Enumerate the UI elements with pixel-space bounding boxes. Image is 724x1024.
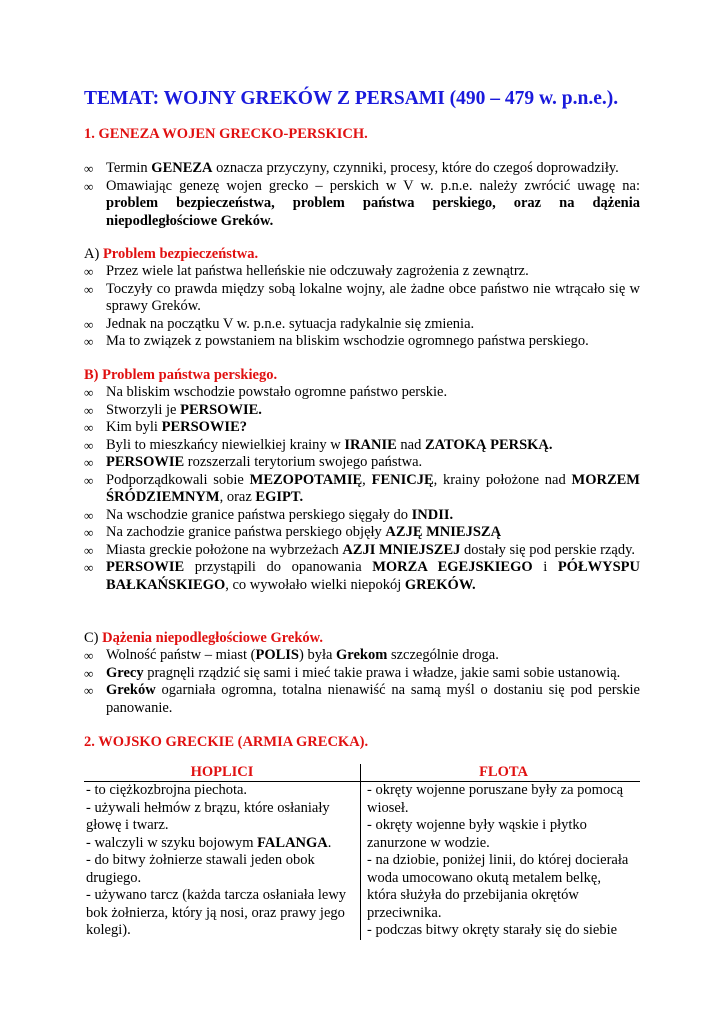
army-table-header-row	[84, 764, 640, 782]
bullet-icon: ∞	[84, 385, 94, 400]
table-text-run: - okręty wojenne poruszane były za pomocą	[367, 782, 624, 798]
bullet-text-run: nad	[396, 436, 425, 453]
table-text-run: - podczas bitwy okręty starały się do siebie	[367, 922, 618, 938]
bullet-text-run: Kim byli	[106, 419, 162, 435]
bullet-text-run: Grecy	[106, 664, 144, 681]
bullet-text-run: Greków	[106, 682, 156, 698]
table-text-run: zanurzone w wodzie.	[367, 834, 490, 851]
section2-heading: 2. WOJSKO GRECKIE (ARMIA GRECKA).	[84, 734, 369, 750]
bullet-text-run: , co wywołało wielki niepokój	[225, 576, 405, 593]
bullet-item	[84, 263, 640, 281]
bullet-item	[84, 507, 640, 525]
bullet-icon: ∞	[84, 264, 94, 279]
table-text-run: głowę i twarz.	[86, 817, 169, 833]
bullet-item	[84, 333, 640, 351]
bullet-icon: ∞	[84, 560, 94, 575]
bullet-item	[84, 524, 640, 542]
table-line	[367, 870, 636, 888]
table-line	[367, 782, 636, 800]
bullet-item	[84, 178, 640, 231]
bullet-icon: ∞	[84, 507, 94, 523]
bullet-text-run: Na bliskim wschodzie powstało ogromne państwo perskie.	[106, 384, 448, 400]
bullet-icon: ∞	[84, 334, 94, 349]
table-text-run: która służyła do przebijania okrętów	[367, 887, 579, 903]
hoplici-header: HOPLICI	[84, 764, 361, 782]
bullet-text-run: EGIPT.	[255, 489, 304, 505]
bullet-text-run: Na zachodzie granice państwa perskiego objęły	[106, 524, 386, 540]
bullet-text-run: Na wschodzie granice państwa perskiego sięgały do	[106, 506, 412, 523]
bullet-icon: ∞	[84, 683, 94, 698]
table-text-run: drugiego.	[86, 869, 142, 886]
table-line	[86, 835, 356, 853]
bullet-item	[84, 472, 640, 507]
bullet-icon: ∞	[84, 420, 94, 435]
table-line	[86, 782, 356, 800]
page-title: TEMAT: WOJNY GREKÓW Z PERSAMI (490 – 479 w. p.n.e.).	[84, 88, 619, 109]
table-line	[86, 817, 356, 835]
bullet-text-run: PÓŁWYSPU BAŁKAŃSKIEGO	[106, 559, 640, 593]
table-text-run: .	[327, 834, 332, 851]
bullet-text-run: PERSOWIE?	[161, 419, 248, 435]
bullet-icon: ∞	[84, 665, 94, 681]
sectionB-heading	[84, 367, 277, 384]
sectionA-heading	[84, 246, 258, 263]
bullet-item	[84, 419, 640, 437]
table-line	[86, 852, 356, 870]
table-line	[86, 800, 356, 818]
table-text-run: - używali hełmów z brązu, które osłaniały	[86, 799, 330, 816]
bullet-item	[84, 559, 640, 594]
table-line	[367, 852, 636, 870]
bullet-icon: ∞	[84, 648, 94, 663]
sectionB-prefix: B)	[84, 367, 103, 383]
sectionB-title: Problem państwa perskiego.	[102, 367, 278, 383]
bullet-item	[84, 160, 640, 178]
table-text-run: - do bitwy żołnierze stawali jeden obok	[86, 852, 315, 868]
bullet-text-run: Podporządkowali sobie	[106, 471, 250, 488]
bullet-item	[84, 316, 640, 334]
bullet-item	[84, 665, 640, 683]
bullet-text-run: MEZOPOTAMIĘ	[249, 471, 363, 488]
table-line	[367, 922, 636, 940]
bullet-icon: ∞	[84, 316, 94, 332]
table-line	[367, 905, 636, 923]
bullet-icon: ∞	[84, 542, 94, 558]
table-line	[86, 905, 356, 923]
bullet-text-run: AZJI MNIEJSZEJ	[342, 541, 461, 558]
bullet-text-run: rozszerzali terytorium swojego państwa.	[184, 454, 423, 470]
bullet-text-run: GENEZA	[151, 160, 213, 176]
sectionA-list	[84, 263, 640, 351]
section1-heading: 1. GENEZA WOJEN GRECKO-PERSKICH.	[84, 126, 368, 142]
bullet-text-run: przystąpili do opanowania	[184, 559, 373, 575]
table-line	[86, 922, 356, 940]
bullet-icon: ∞	[84, 525, 94, 540]
table-line	[367, 835, 636, 853]
bullet-text-run: ogarniała ogromna, totalna nienawiść na samą myśl o dostaniu się pod perskie panowanie.	[106, 682, 640, 716]
bullet-icon: ∞	[84, 455, 94, 470]
bullet-item	[84, 647, 640, 665]
bullet-text-run: INDII.	[411, 506, 454, 523]
bullet-text-run: ) była	[298, 647, 337, 663]
army-table-body-row	[84, 782, 640, 940]
table-text-run: kolegi).	[86, 922, 131, 938]
sectionC-prefix: C)	[84, 630, 103, 646]
army-table	[84, 764, 640, 940]
table-line	[86, 887, 356, 905]
table-text-run: - na dziobie, poniżej linii, do której docierała	[367, 852, 629, 868]
bullet-item	[84, 437, 640, 455]
table-text-run: - to ciężkozbrojna piechota.	[86, 782, 248, 798]
bullet-item	[84, 281, 640, 316]
sectionC-title: Dążenia niepodległościowe Greków.	[102, 630, 323, 646]
bullet-text-run: Byli to mieszkańcy niewielkiej krainy w	[106, 436, 345, 453]
table-text-run: wioseł.	[367, 799, 409, 816]
bullet-text-run: pragnęli rządzić się sami i mieć takie prawa i władze, jakie sami sobie ustanowią.	[143, 664, 621, 681]
section1-list	[84, 160, 640, 230]
table-line	[367, 800, 636, 818]
table-text-run: - okręty wojenne były wąskie i płytko	[367, 817, 587, 833]
bullet-text-run: Grekom	[336, 647, 388, 663]
bullet-icon: ∞	[84, 437, 94, 453]
bullet-text-run: i	[532, 559, 558, 575]
bullet-text-run: MORZEM ŚRÓDZIEMNYM	[106, 471, 640, 505]
bullet-text-run: Przez wiele lat państwa helleńskie nie odczuwały zagrożenia z zewnątrz.	[106, 263, 529, 279]
bullet-text-run: GREKÓW.	[404, 576, 476, 593]
bullet-item	[84, 542, 640, 560]
bullet-text-run: PERSOWIE	[106, 559, 185, 575]
hoplici-cell	[84, 782, 361, 940]
bullet-text-run: FENICJĘ	[371, 471, 434, 488]
bullet-icon: ∞	[84, 178, 94, 194]
bullet-icon: ∞	[84, 281, 94, 297]
bullet-text-run: PERSOWIE	[106, 454, 185, 470]
bullet-icon: ∞	[84, 161, 94, 176]
table-text-run: - walczyli w szyku bojowym	[86, 834, 258, 851]
flota-header: FLOTA	[361, 764, 641, 782]
bullet-item	[84, 454, 640, 472]
sectionC-heading	[84, 630, 323, 647]
bullet-text-run: Termin	[106, 160, 152, 176]
bullet-item	[84, 682, 640, 717]
bullet-text-run: Ma to związek z powstaniem na bliskim wschodzie ogromnego państwa perskiego.	[106, 333, 589, 349]
table-line	[86, 870, 356, 888]
sectionA-prefix: A)	[84, 246, 103, 262]
sectionC-list	[84, 647, 640, 717]
bullet-text-run: , krainy położone nad	[433, 471, 572, 488]
sectionA-title: Problem bezpieczeństwa.	[102, 246, 259, 262]
bullet-text-run: dostały się pod perskie rządy.	[460, 541, 635, 558]
sectionB-list	[84, 384, 640, 594]
bullet-text-run: szczególnie droga.	[387, 647, 499, 663]
bullet-text-run: AZJĘ MNIEJSZĄ	[385, 524, 502, 540]
table-line	[367, 887, 636, 905]
bullet-text-run: problem bezpieczeństwa, problem państwa perskiego, oraz na dążenia niepodległościowe Greków.	[106, 195, 640, 229]
table-text-run: FALANGA	[257, 834, 328, 851]
flota-cell	[361, 782, 641, 940]
bullet-text-run: Wolność państw – miast (	[106, 647, 256, 663]
table-text-run: przeciwnika.	[367, 904, 442, 921]
bullet-text-run: MORZA EGEJSKIEGO	[372, 559, 533, 575]
table-text-run: bok żołnierza, który ją nosi, oraz prawy jego	[86, 904, 345, 921]
bullet-text-run: Omawiając genezę wojen grecko – perskich w V w. p.n.e. należy zwrócić uwagę na:	[106, 177, 640, 194]
bullet-icon: ∞	[84, 472, 94, 488]
bullet-text-run: oznacza przyczyny, czynniki, procesy, które do czegoś doprowadziły.	[212, 160, 619, 176]
bullet-text-run: IRANIE	[344, 436, 397, 453]
bullet-text-run: POLIS	[255, 647, 299, 663]
bullet-item	[84, 402, 640, 420]
bullet-item	[84, 384, 640, 402]
bullet-text-run: , oraz	[219, 489, 256, 505]
bullet-text-run: Toczyły co prawda między sobą lokalne wojny, ale żadne obce państwo nie wtrącało się w sprawy Greków.	[106, 280, 640, 314]
bullet-text-run: PERSOWIE.	[180, 401, 262, 418]
bullet-text-run: Miasta greckie położone na wybrzeżach	[106, 541, 343, 558]
bullet-icon: ∞	[84, 402, 94, 418]
table-line	[367, 817, 636, 835]
table-text-run: - używano tarcz (każda tarcza osłaniała lewy	[86, 887, 347, 903]
bullet-text-run: ,	[362, 471, 372, 488]
table-text-run: woda umocowano okutą metalem belkę,	[367, 869, 601, 886]
bullet-text-run: ZATOKĄ PERSKĄ.	[424, 436, 553, 453]
bullet-text-run: Jednak na początku V w. p.n.e. sytuacja radykalnie się zmienia.	[106, 315, 475, 332]
bullet-text-run: Stworzyli je	[106, 401, 181, 418]
